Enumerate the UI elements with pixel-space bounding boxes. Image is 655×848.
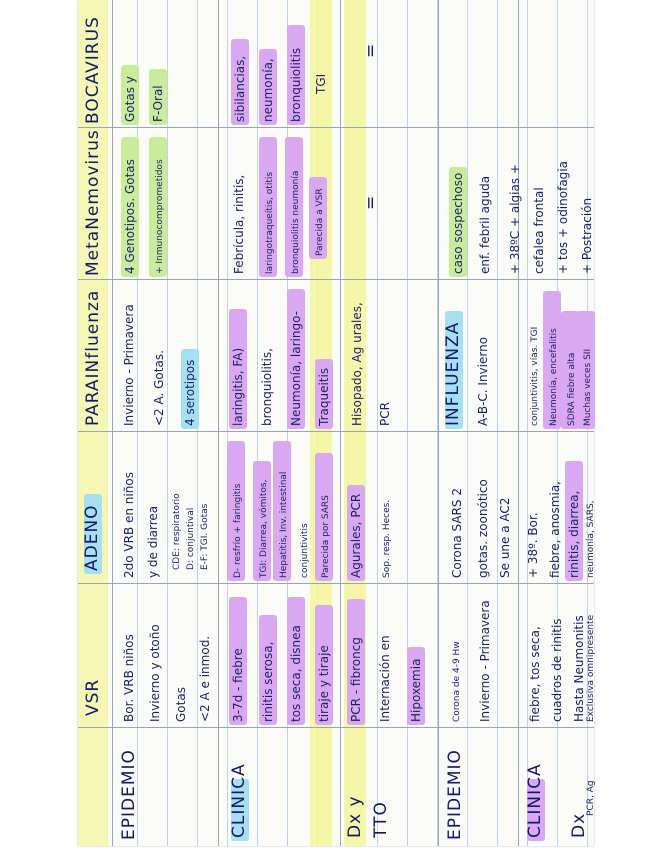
adeno-epi-3: CDE: respiratorio	[172, 493, 182, 570]
header-vsr: VSR	[83, 678, 103, 716]
para-clin-2: bronquiolitis,	[260, 348, 274, 426]
meta-epi-row	[150, 134, 166, 274]
label-dx-2: Dx	[569, 812, 589, 838]
para-epi-2: <2 A. Gotas.	[152, 350, 166, 426]
influ1-clin-4: Exclusiva omnipresente	[586, 614, 596, 722]
boca-clin-1: sibilancias,	[233, 55, 247, 122]
para-clin-1: laringitis, FA)	[231, 347, 245, 426]
influ4-epi-1: caso sospechoso	[451, 172, 465, 274]
adeno-clin-4: conjuntivitis	[300, 523, 310, 578]
adeno-clin-5: Parecida por SARS	[321, 495, 331, 578]
adeno-epi-4: D: conjuntival	[186, 507, 196, 570]
para-epi-3: 4 serotipos	[183, 359, 197, 426]
influ4-clin-4: + Postración	[580, 197, 594, 274]
vsr-dx-row	[348, 592, 364, 722]
label-epidemio-2: EPIDEMIO	[445, 749, 465, 840]
influ2-clin-4: neumonía, SARS,	[586, 500, 596, 578]
influ4-clin-1: + 38ºC + algias +	[508, 164, 522, 274]
vsr-dx-2: Internación en	[378, 635, 392, 722]
adeno-epi-2: y de diarrea	[146, 505, 160, 578]
influenza-header: INFLUENZA	[443, 321, 463, 426]
influ2-clin-row	[566, 438, 582, 578]
para-clin-row	[316, 286, 332, 426]
meta-epi-2: + Inmunocomprometidos	[155, 159, 165, 274]
row-divider	[518, 0, 519, 846]
adeno-clin-3: Hepatitis, Inv. intestinal	[279, 471, 289, 578]
adeno-epi-5: E-F: TGI. Gotas	[200, 503, 210, 570]
influ1-clin-1: fiebre, tos seca,	[528, 626, 542, 722]
para-epi-row	[182, 286, 198, 426]
para-clin-row	[288, 286, 304, 426]
meta-clin-3: bronquiolitis neumonía	[291, 170, 301, 274]
boca-epi-row	[150, 4, 166, 122]
column-divider	[78, 279, 594, 280]
para-dx-1: Hisopado, Ag urales,	[350, 302, 364, 426]
vsr-dx-3: Hipoxemia	[409, 658, 423, 722]
influenza-header-wrap	[443, 286, 463, 426]
meta-clin-1: Febrícula, rinitis,	[232, 174, 246, 274]
boca-epi-2: F-Oral	[151, 85, 165, 122]
adeno-dx-row	[348, 438, 364, 578]
label-tto: TTO	[371, 801, 391, 838]
vsr-clin-4: tiraje y tiraje	[317, 645, 331, 722]
header-bocavirus: BOCAVIRUS	[83, 16, 103, 124]
boca-epi-row	[122, 4, 138, 122]
influ4-epi-2: enf. febril aguda	[478, 175, 492, 274]
vsr-clin-2: rinitis serosa,	[261, 641, 275, 722]
label-epidemio: EPIDEMIO	[119, 749, 139, 840]
vsr-dx-1: PCR - fibroncg	[349, 637, 363, 722]
meta-clin-row	[310, 136, 326, 256]
row-divider	[340, 0, 341, 846]
influ3-clin-row	[544, 286, 560, 426]
influ3-clin-3: SDRA fiebre alta	[567, 352, 577, 426]
vsr-clin-row	[230, 592, 246, 722]
influ1-epi-2: Invierno - Primavera	[478, 600, 492, 722]
vsr-clin-3: tos seca, disnea	[289, 625, 303, 722]
column-divider	[78, 727, 594, 728]
meta-dx: =	[361, 194, 381, 210]
influ2-clin-2: fiebre, anosmia,	[548, 481, 562, 578]
column-divider	[78, 127, 594, 128]
influ2-clin-3: rinitis, diarrea,	[567, 490, 581, 578]
label-clinica-2: CLINICA	[525, 763, 545, 838]
adeno-clin-row	[274, 438, 290, 578]
influ2-clin-1: + 38º. Bor.	[526, 512, 540, 578]
boca-dx: =	[361, 42, 381, 58]
meta-clin-2: laringotraqueítis, otitis	[265, 171, 275, 274]
boca-clin-3: bronquiolitis	[289, 47, 303, 122]
influ1-clin-2: cuadros de rinitis	[550, 618, 564, 722]
para-dx-2: PCR	[378, 402, 392, 426]
vsr-epi-3: Gotas	[174, 687, 188, 722]
influ4-epi-row	[450, 134, 466, 274]
row-divider	[112, 0, 113, 846]
boca-epi-1: Gotas y	[123, 76, 137, 122]
vsr-clin-row	[260, 592, 276, 722]
vsr-dx-row	[408, 592, 424, 722]
influ1-dx: PCR, Ag	[586, 780, 596, 816]
header-parainfluenza: PARAINfluenza	[83, 289, 103, 426]
adeno-clin-row	[254, 438, 270, 578]
meta-clin-4: Parecida a VSR	[315, 188, 325, 256]
adeno-clin-row	[316, 438, 332, 578]
label-clinica: CLINICA	[229, 763, 249, 838]
row-divider	[218, 0, 219, 846]
notebook-page	[78, 0, 594, 846]
label-dx: Dx y	[345, 795, 365, 838]
meta-epi-1: 4 Genotipos. Gotas	[123, 159, 137, 274]
para-clin-4: Traqueitis	[317, 367, 331, 426]
influ3-epi-1: A-B-C. Invierno	[476, 336, 490, 426]
label-clinica-2-wrap	[525, 738, 545, 838]
meta-clin-row	[260, 134, 276, 274]
influ4-clin-2: cefalea frontal	[532, 187, 546, 274]
boca-clin-4: TGI	[314, 73, 328, 94]
meta-clin-row	[286, 134, 302, 274]
vsr-epi-1: Bor. VRB niños	[122, 634, 136, 722]
column-divider	[78, 583, 594, 584]
influ3-clin-4: Muchas veces SII	[583, 348, 593, 426]
meta-epi-row	[122, 134, 138, 274]
para-epi-1: Invierno - Primavera	[122, 304, 136, 426]
influ3-clin-1: conjuntivitis, vías. TGI	[530, 326, 540, 426]
boca-clin-row	[288, 4, 304, 122]
adeno-clin-row	[228, 438, 244, 578]
influ4-clin-3: + tos + odinofagia	[556, 161, 570, 274]
influ1-epi-1: Corona de 4-9 Hw	[452, 641, 462, 722]
vsr-epi-4: <2 A e inmod.	[198, 635, 212, 722]
vsr-clin-row	[316, 592, 332, 722]
boca-clin-row	[260, 4, 276, 122]
influ2-epi-1: Corona SARS 2	[450, 488, 464, 578]
adeno-clin-1: D- resfrío + faringitis	[233, 483, 243, 578]
para-clin-3: Neumonía, laringo-	[289, 311, 303, 426]
influ1-clin-3: Hasta Neumonitis	[572, 615, 586, 722]
adeno-dx-2: Sop. resp. Heces.	[382, 499, 392, 578]
header-adeno: ADENO	[82, 504, 102, 571]
row-divider	[438, 0, 439, 846]
influ2-epi-2: gotas. zoonótico	[476, 479, 490, 578]
label-clinica-wrap	[229, 738, 249, 838]
adeno-dx-1: Agurales, PCR	[349, 493, 363, 578]
influ2-epi-3: Se une a AC2	[498, 497, 512, 578]
header-adeno-wrap	[82, 451, 102, 571]
influ3-clin-2: Neumonía, encefalitis	[549, 328, 559, 426]
influ3-clin-row	[562, 286, 578, 426]
vsr-clin-1: 3-7d - fiebre	[231, 648, 245, 722]
boca-clin-row	[232, 4, 248, 122]
vsr-clin-row	[288, 592, 304, 722]
para-clin-row	[230, 286, 246, 426]
vsr-epi-2: Invierno y otoño	[148, 624, 162, 722]
adeno-epi-1: 2do VRB en niños	[122, 472, 136, 578]
header-metaneumovirus: MetaNemovirus	[83, 129, 103, 276]
boca-clin-2: neumonía,	[261, 58, 275, 122]
adeno-clin-2: TGI: Diarrea, vómitos,	[259, 479, 269, 578]
influ3-clin-row	[578, 286, 594, 426]
column-divider	[78, 431, 594, 432]
